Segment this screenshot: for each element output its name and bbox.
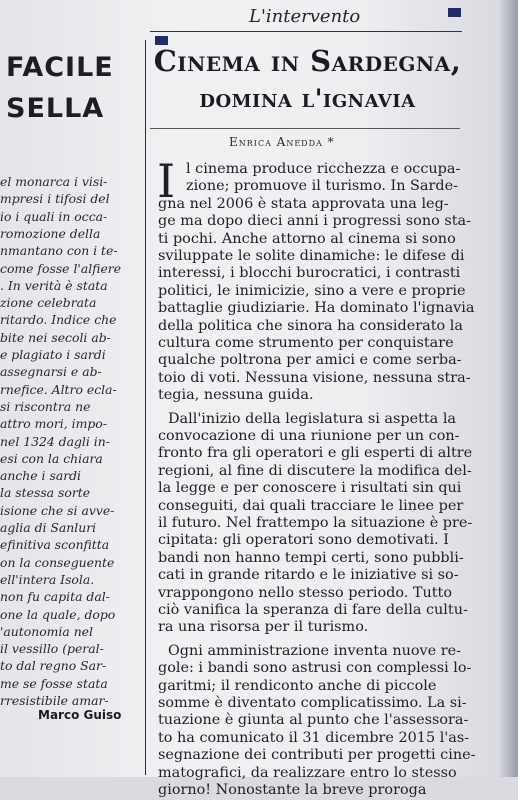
article-body-line: zione; promuove il turismo. In Sarde- <box>186 178 458 195</box>
left-column-line: anche i sardi <box>0 468 82 484</box>
article-body-line: giorno! Nonostante la breve proroga <box>158 782 427 798</box>
page-edge-shadow <box>498 0 518 777</box>
article-byline: Enrica Anedda * <box>229 135 335 149</box>
article-body-line: cipitata: gli operatori sono demotivati. I <box>158 532 449 549</box>
left-column-line: nel 1324 dagli in- <box>0 433 110 449</box>
article-body-line: la legge e per conoscere i risultati sin qui <box>158 480 462 497</box>
blue-corner-mark-right <box>448 8 461 17</box>
article-body-line: vrappongono nello stesso periodo. Tutto <box>158 584 452 601</box>
left-column-line: mpresi i tifosi del <box>0 191 110 207</box>
article-headline-line1: Cinema in Sardegna, <box>153 44 462 78</box>
left-column-line: rresistibile amar- <box>0 693 109 708</box>
article-body-line: convocazione di una riunione per un con- <box>158 428 460 444</box>
byline-rule <box>150 128 460 129</box>
left-column-article <box>0 0 140 777</box>
left-column-line: nmantano con i te- <box>0 243 118 259</box>
left-column-line: esi con la chiara <box>0 450 103 466</box>
article-body-line: regioni, al fine di discutere la modifica del- <box>158 462 472 479</box>
left-column-line: bite nei secoli ab- <box>0 329 111 345</box>
left-column-line: assegnarsi e ab- <box>0 364 102 380</box>
article-body-line: sviluppate le solite dinamiche: le difese di <box>158 248 465 264</box>
article-body-line: toio di voti. Nessuna visione, nessuna stra- <box>158 369 471 386</box>
left-column-line: zione celebrata <box>0 295 97 311</box>
left-column-line: come fosse l'alfiere <box>0 260 122 276</box>
left-column-line: rnefice. Altro ecla- <box>0 381 117 397</box>
article-body-line: l cinema produce ricchezza e occupa- <box>186 161 461 177</box>
article-body-line: matografici, da realizzare entro lo stesso <box>158 764 457 781</box>
article-body-line: cati in grande ritardo e le iniziative si so- <box>158 567 459 584</box>
article-headline-line2: domina l'ignavia <box>199 84 416 113</box>
drop-cap: I <box>157 154 176 208</box>
left-headline-line2: SELLA <box>6 93 105 124</box>
article-body-line: ge ma dopo dieci anni i progressi sono sta- <box>158 213 471 230</box>
article-body-line: conseguiti, dai quali tracciare le linee per <box>158 497 464 514</box>
left-column-line: si riscontra ne <box>0 398 91 414</box>
left-column-line: to dal regno Sar- <box>0 658 107 674</box>
article-body-line: segnazione dei contributi per progetti cine- <box>158 747 476 764</box>
left-column-line: la stessa sorte <box>0 485 91 501</box>
article-body-line: somme è diventato complicatissimo. La si- <box>158 695 467 711</box>
column-divider <box>145 40 146 775</box>
left-column-line: el monarca i visi- <box>0 174 108 189</box>
left-column-line: io i quali in occa- <box>0 208 108 224</box>
left-column-line: ell'intera Isola. <box>0 571 95 587</box>
left-column-line: non fu capita dal- <box>0 589 110 605</box>
left-column-line: 'autonomia nel <box>0 623 93 639</box>
article-body-line: bandi non hanno tempi certi, sono pubbli- <box>158 549 464 566</box>
article-body-line: cultura come strumento per conquistare <box>158 335 454 351</box>
article-body-line: interessi, i blocchi burocratici, i contrasti <box>158 265 461 282</box>
article-body-line: garitmi; il rendiconto anche di piccole <box>158 677 437 694</box>
left-column-line: attro mori, impo- <box>0 416 107 432</box>
left-column-line: aglia di Sanluri <box>0 520 97 535</box>
article-body-line: qualche poltrona per amici e come serba- <box>158 352 462 369</box>
kicker-rule <box>150 31 462 32</box>
article-body-line: gole: i bandi sono astrusi con complessi lo- <box>158 660 472 677</box>
article-body-line: tuazione è giunta al punto che l'assessora- <box>158 712 469 729</box>
article-body-line: ra una risorsa per il turismo. <box>158 619 369 636</box>
article-body-line: politici, le inimicizie, sino a vere e proprie <box>158 282 466 299</box>
left-column-line: . In verità è stata <box>0 277 108 293</box>
left-column-line: isione che si avve- <box>0 502 115 518</box>
article-body-line: ti pochi. Anche attorno al cinema si sono <box>158 230 456 247</box>
left-column-line: romozione della <box>0 225 101 241</box>
article-body-line: Ogni amministrazione inventa nuove re- <box>168 642 462 659</box>
article-body-line: to ha comunicato il 31 dicembre 2015 l'as- <box>158 729 470 746</box>
article-body-line: fronto fra gli operatori e gli esperti di altre <box>158 445 473 462</box>
article-body-line: battaglie giudiziarie. Ha dominato l'ignavia <box>158 300 475 317</box>
article-body-line: ciò vanifica la speranza di fare della cultu- <box>158 602 468 618</box>
article-body-line: tegia, nessuna guida. <box>158 387 314 404</box>
left-column-line: il vessillo (peral- <box>0 641 104 657</box>
section-kicker: L'intervento <box>249 6 361 27</box>
left-column-line: ritardo. Indice che <box>0 312 117 328</box>
left-column-line: e plagiato i sardi <box>0 347 106 362</box>
article-body-line: il futuro. Nel frattempo la situazione è pre- <box>158 515 473 531</box>
article-body-line: gna nel 2006 è stata approvata una leg- <box>158 195 449 212</box>
article-body-line: della politica che sinora ha considerato la <box>158 317 463 334</box>
left-column-line: one la quale, dopo <box>0 606 116 622</box>
left-column-line: efinitiva sconfitta <box>0 537 110 553</box>
left-column-line: on la conseguente <box>0 554 115 570</box>
left-column-signature: Marco Guiso <box>38 708 122 722</box>
left-column-line: me se fosse stata <box>0 675 108 691</box>
left-headline-line1: FACILE <box>6 52 114 83</box>
article-body-line: Dall'inizio della legislatura si aspetta la <box>168 410 457 427</box>
